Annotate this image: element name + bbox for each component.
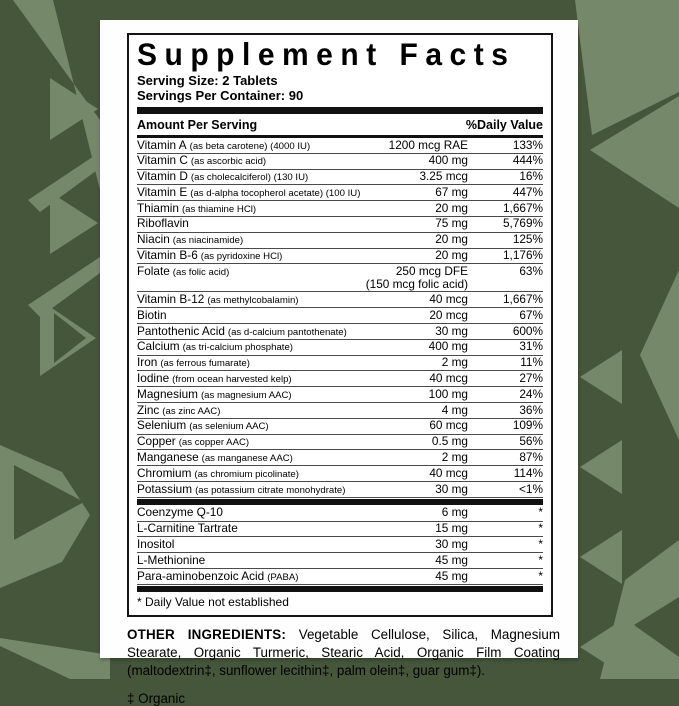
table-row <box>137 522 543 538</box>
nutrient-amount: 30 mg <box>435 536 468 551</box>
nutrient-amount: 4 mg <box>441 402 468 417</box>
nutrient-amount: 100 mg <box>428 386 468 401</box>
nutrient-detail: (as chromium picolinate) <box>194 468 299 480</box>
right-triangle-1 <box>580 350 622 404</box>
table-row <box>137 482 543 498</box>
nutrient-amount: 20 mcg <box>429 307 468 322</box>
column-header-row <box>137 116 543 135</box>
supplement-facts-box <box>127 33 553 617</box>
nutrient-detail: (PABA) <box>267 571 299 583</box>
servings-per-container: Servings Per Container: 90 <box>137 88 304 103</box>
nutrient-daily-value: * <box>538 505 543 520</box>
table-row <box>137 324 543 340</box>
nutrient-name: L-Carnitine Tartrate <box>137 522 238 536</box>
nutrient-daily-value: 600% <box>512 323 543 338</box>
nutrient-daily-value: 56% <box>519 434 543 449</box>
nutrient-name: Zinc <box>137 403 160 417</box>
nutrient-name: Selenium <box>137 419 187 433</box>
table-row <box>137 450 543 466</box>
left-stripe-2 <box>28 257 100 317</box>
table-row <box>137 249 543 265</box>
right-big-triangle-2 <box>640 270 679 440</box>
nutrient-name: Chromium <box>137 466 192 480</box>
nutrient-name: Vitamin B-6 <box>137 249 198 263</box>
nutrient-daily-value: 125% <box>512 232 543 247</box>
table-row <box>137 553 543 569</box>
nutrient-amount: 45 mg <box>435 568 468 583</box>
nutrient-name: Biotin <box>137 308 167 322</box>
nutrient-name: L-Methionine <box>137 553 206 567</box>
nutrient-amount: 2 mg <box>441 355 468 370</box>
table-row <box>137 356 543 372</box>
nutrient-detail: (as d-calcium pantothenate) <box>227 326 347 338</box>
nutrient-name: Vitamin A <box>137 138 187 152</box>
nutrient-name: Copper <box>137 435 176 449</box>
nutrient-amount: 0.5 mg <box>431 434 468 449</box>
nutrient-amount: 15 mg <box>435 521 468 536</box>
nutrient-name: Coenzyme Q-10 <box>137 506 223 520</box>
nutrient-daily-value: 11% <box>520 355 543 370</box>
nutrient-amount: 60 mcg <box>429 418 468 433</box>
nutrient-daily-value: 24% <box>519 386 543 401</box>
right-triangle-2 <box>580 440 622 494</box>
nutrient-daily-value: 5,769% <box>502 216 543 231</box>
table-row <box>137 435 543 451</box>
other-ingredients-label: OTHER INGREDIENTS: <box>127 626 287 642</box>
nutrient-name: Folate <box>137 264 170 278</box>
right-triangle-3 <box>580 530 622 584</box>
nutrient-daily-value: 31% <box>519 339 543 354</box>
nutrient-daily-value: * <box>538 536 543 551</box>
nutrient-amount: 75 mg <box>435 216 468 231</box>
nutrient-name: Niacin <box>137 233 170 247</box>
table-row <box>137 292 543 308</box>
serving-size: Serving Size: 2 Tablets <box>137 73 278 88</box>
nutrient-detail: (as zinc AAC) <box>162 405 221 417</box>
table-row <box>137 154 543 170</box>
table-row <box>137 185 543 201</box>
nutrient-name: Manganese <box>137 450 199 464</box>
nutrient-daily-value: * <box>538 552 543 567</box>
nutrient-detail: (as magnesium AAC) <box>200 389 292 401</box>
nutrient-detail: (as ascorbic acid) <box>190 156 267 168</box>
left-triangle-2 <box>50 192 98 254</box>
nutrient-amount: 40 mcg <box>429 291 468 306</box>
nutrient-detail: (as copper AAC) <box>178 437 250 449</box>
table-row <box>137 387 543 403</box>
nutrient-name: Iron <box>137 356 158 370</box>
amount-per-serving-header: Amount Per Serving <box>137 118 258 132</box>
table-row <box>137 466 543 482</box>
nutrient-amount: 40 mcg <box>429 465 468 480</box>
nutrient-daily-value: 1,176% <box>502 248 543 263</box>
nutrient-amount: 1200 mcg RAE <box>388 137 468 152</box>
nutrient-daily-value: 1,667% <box>502 291 543 306</box>
nutrient-table <box>137 138 543 498</box>
nutrient-name: Riboflavin <box>137 217 189 231</box>
nutrient-amount-sub: (150 mcg folic acid) <box>365 277 468 292</box>
table-row <box>137 138 543 154</box>
nutrient-amount: 2 mg <box>441 449 468 464</box>
table-row <box>137 340 543 356</box>
nutrient-detail: (as tri-calcium phosphate) <box>182 342 293 354</box>
table-row <box>137 170 543 186</box>
nutrient-name: Iodine <box>137 371 170 385</box>
nutrient-amount: 20 mg <box>435 232 468 247</box>
nutrient-detail: (as pyridoxine HCl) <box>200 251 283 263</box>
nutrient-daily-value: 27% <box>519 370 543 385</box>
nutrient-amount: 3.25 mcg <box>419 169 468 184</box>
nutrient-amount: 45 mg <box>435 552 468 567</box>
nutrient-daily-value: 133% <box>512 137 543 152</box>
nutrient-daily-value: <1% <box>519 481 543 496</box>
nutrient-amount: 30 mg <box>435 481 468 496</box>
nutrient-name: Vitamin D <box>137 170 188 184</box>
divider-thick-middle <box>137 499 543 505</box>
nutrient-amount: 67 mg <box>435 184 468 199</box>
table-row <box>137 506 543 522</box>
nutrient-daily-value: 67% <box>519 307 543 322</box>
table-row <box>137 419 543 435</box>
nutrient-daily-value: 109% <box>512 418 543 433</box>
nutrient-detail: (as folic acid) <box>172 266 230 278</box>
nutrient-daily-value: 447% <box>512 184 543 199</box>
divider-thick-bottom <box>137 586 543 592</box>
nutrient-detail: (as niacinamide) <box>172 235 244 247</box>
daily-value-header: %Daily Value <box>465 118 543 132</box>
nutrient-name: Pantothenic Acid <box>137 324 225 338</box>
other-actives-table <box>137 506 543 585</box>
divider-thick-top <box>137 107 543 114</box>
organic-note: ‡ Organic <box>127 690 186 706</box>
table-row <box>137 371 543 387</box>
table-row <box>137 217 543 233</box>
nutrient-daily-value: 36% <box>519 402 543 417</box>
nutrient-amount: 6 mg <box>441 505 468 520</box>
nutrient-amount: 250 mcg DFE <box>395 263 468 278</box>
nutrient-daily-value: * <box>538 568 543 583</box>
dv-footnote: * Daily Value not established <box>137 594 289 609</box>
nutrient-name: Magnesium <box>137 387 198 401</box>
table-row <box>137 403 543 419</box>
nutrient-daily-value: 16% <box>519 169 543 184</box>
other-ingredients <box>127 626 560 680</box>
nutrient-name: Thiamin <box>137 201 179 215</box>
nutrient-detail: (as manganese AAC) <box>201 452 293 464</box>
nutrient-detail: (as thiamine HCl) <box>181 203 257 215</box>
nutrient-daily-value: 114% <box>513 465 543 480</box>
table-row <box>137 537 543 553</box>
nutrient-detail: (from ocean harvested kelp) <box>172 373 292 385</box>
other-ingredients-text: Vegetable Cellulose, Silica, Magnesium Stearate, Organic Turmeric, Stearic Acid, Organic Film Coating (maltodextrin‡, sunflower lecithin‡, palm olein‡, guar gum‡). <box>127 626 560 678</box>
table-row <box>137 264 543 292</box>
nutrient-name: Para-aminobenzoic Acid <box>137 569 265 583</box>
nutrient-detail: (as beta carotene) (4000 IU) <box>189 140 311 152</box>
nutrient-name: Vitamin E <box>137 185 188 199</box>
table-row <box>137 201 543 217</box>
nutrient-amount: 400 mg <box>428 153 468 168</box>
table-row <box>137 233 543 249</box>
nutrient-detail: (as d-alpha tocopherol acetate) (100 IU) <box>190 187 361 199</box>
nutrient-daily-value: 63% <box>519 263 543 278</box>
nutrient-detail: (as ferrous fumarate) <box>160 358 250 370</box>
nutrient-amount: 40 mcg <box>429 370 468 385</box>
nutrient-name: Vitamin B-12 <box>137 292 205 306</box>
nutrient-detail: (as selenium AAC) <box>189 421 269 433</box>
nutrient-amount: 30 mg <box>435 323 468 338</box>
nutrient-amount: 400 mg <box>428 339 468 354</box>
nutrient-name: Calcium <box>137 340 180 354</box>
nutrient-daily-value: 87% <box>519 449 543 464</box>
label-panel <box>100 20 578 706</box>
nutrient-detail: (as cholecalciferol) (130 IU) <box>190 172 309 184</box>
nutrient-amount: 20 mg <box>435 248 468 263</box>
nutrient-daily-value: * <box>538 521 543 536</box>
nutrient-name: Inositol <box>137 537 175 551</box>
nutrient-daily-value: 444% <box>512 153 543 168</box>
nutrient-name: Potassium <box>137 482 193 496</box>
nutrient-name: Vitamin C <box>137 154 188 168</box>
table-row <box>137 569 543 585</box>
nutrient-detail: (as potassium citrate monohydrate) <box>195 484 346 496</box>
nutrient-detail: (as methylcobalamin) <box>207 294 299 306</box>
supplement-facts-title: Supplement Facts <box>137 37 516 73</box>
table-row <box>137 308 543 324</box>
nutrient-amount: 20 mg <box>435 200 468 215</box>
nutrient-daily-value: 1,667% <box>502 200 543 215</box>
